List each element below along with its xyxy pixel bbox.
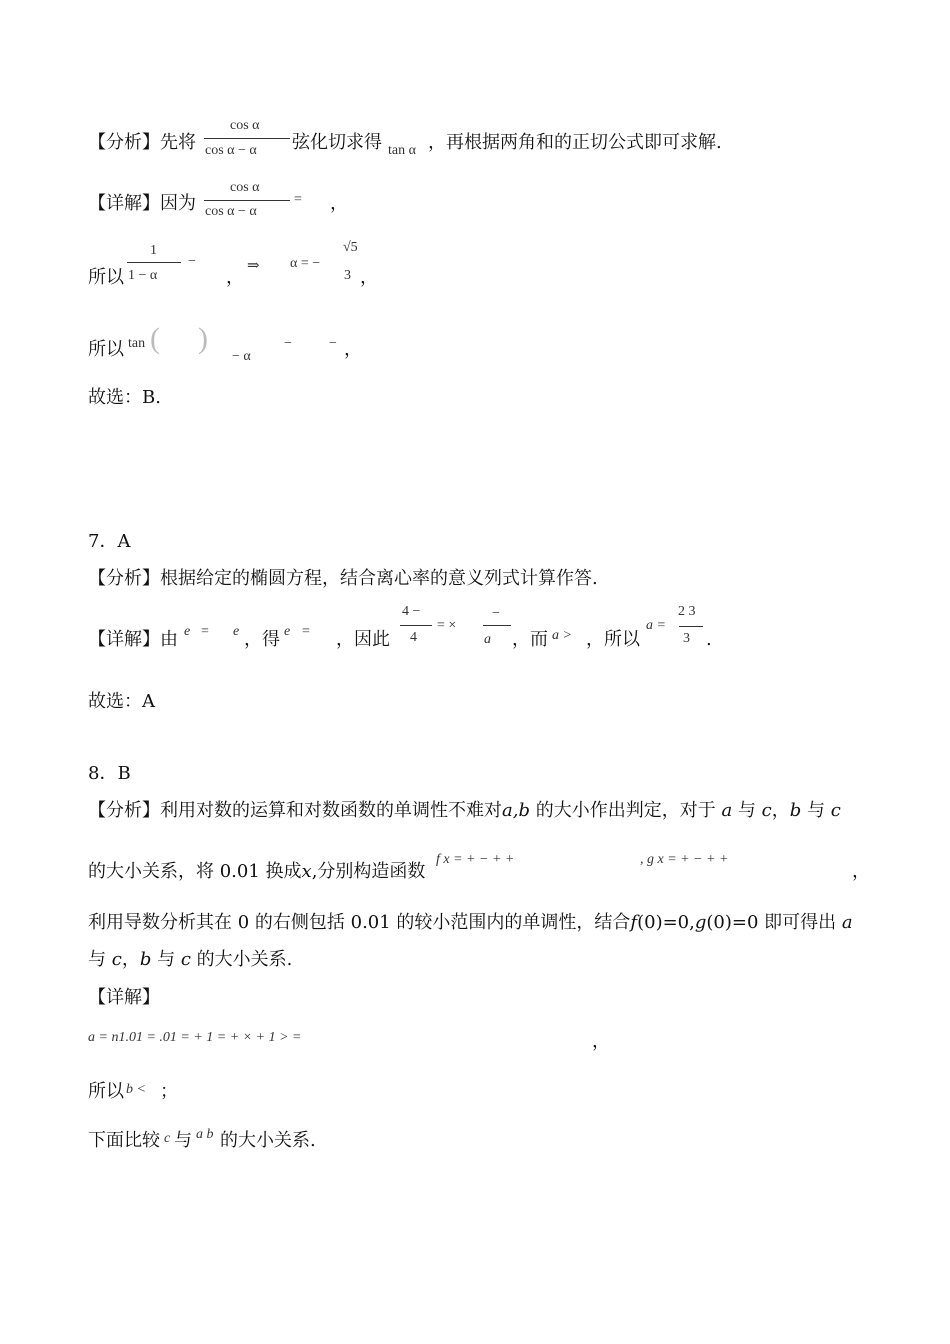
s8-a-expression: a = n1.01 = .01 = + 1 = + × + 1 > = [88, 1030, 302, 1045]
s7-e-2: e [233, 624, 240, 639]
s7-period: . [706, 629, 712, 650]
s7-e-1: e [184, 624, 191, 639]
s8-so-semicolon: ； [160, 1081, 178, 1102]
s7-result-den: 3 [683, 631, 690, 646]
s8-l4-b: ， [121, 949, 140, 970]
s8-compare-ab: a b [196, 1127, 214, 1142]
s7-frac-bar [400, 625, 432, 626]
s6-right-paren: ) [198, 322, 208, 355]
s6-so-end-2: ， [344, 339, 362, 360]
s7-bar-minus: − [492, 606, 500, 621]
s8-l1-cvar2: c [830, 800, 841, 821]
s6-analysis-mid: 弦化切求得 [292, 132, 382, 153]
s6-analysis-frac-num: cos α [230, 118, 260, 133]
s8-compare-suffix: 的大小关系. [220, 1130, 316, 1151]
s6-sqrt-den: 3 [344, 268, 351, 283]
s6-detail-frac-den: cos α − α [205, 204, 257, 219]
s6-detail-frac-num: cos α [230, 180, 260, 195]
s6-tan-label: tan [128, 336, 146, 351]
s6-implies-arrow: ⇒ [247, 258, 260, 274]
s8-l1-a: 【分析】利用对数的运算和对数函数的单调性不难对 [88, 800, 502, 821]
s8-l4-d: 的大小关系. [196, 949, 293, 970]
s8-analysis-line-1 [88, 799, 841, 823]
s8-l4-bvar: b [139, 949, 152, 970]
s6-detail-frac-bar [204, 200, 290, 201]
s6-answer: 故选：B. [88, 387, 161, 408]
s8-l1-cvar: c [761, 800, 772, 821]
s6-so-comma: ， [226, 267, 244, 288]
s8-l1-ab: a,b [502, 800, 530, 821]
s8-l2-x: x [301, 861, 312, 882]
s7-answer: 故选：A [88, 691, 155, 712]
s6-so-frac-bar [127, 262, 181, 263]
s8-compare-c: c [164, 1131, 171, 1146]
s8-l3-avar: a [841, 912, 853, 933]
s8-l1-d: ， [771, 800, 790, 821]
s6-detail-prefix: 【详解】因为 [88, 193, 196, 214]
s6-so-prefix-1: 所以 [88, 267, 124, 288]
s8-g-def: , g x = + − + + [640, 852, 729, 867]
s8-so-prefix: 所以 [88, 1081, 124, 1102]
s8-l3-c: (0)=0 即可得出 [706, 912, 837, 933]
s6-analysis-tan: tan α [388, 143, 416, 158]
s8-analysis-line-3 [88, 911, 853, 935]
s8-heading: 8．B [88, 763, 131, 784]
s6-so-frac-den: 1 − α [128, 268, 158, 283]
s7-therefore: ，因此 [336, 629, 390, 650]
s7-while: ，而 [512, 629, 548, 650]
s6-alpha-eq: α = − [290, 256, 321, 271]
s6-tan-minus-2: − [329, 336, 337, 351]
s7-eq-1: = [201, 624, 209, 639]
s7-analysis: 【分析】根据给定的椭圆方程，结合离心率的意义列式计算作答. [88, 568, 598, 589]
s7-frac-bar-2 [483, 625, 511, 626]
s7-got: ，得 [244, 629, 280, 650]
s8-a-expression-end: ， [592, 1031, 610, 1052]
s8-l3-a: 利用导数分析其在 0 的右侧包括 0.01 的较小范围内的单调性，结合 [88, 912, 631, 933]
s6-tan-minus-1: − [284, 336, 292, 351]
s6-so-prefix-2: 所以 [88, 339, 124, 360]
s6-so-frac-num: 1 [150, 243, 157, 258]
s7-so: ，所以 [586, 629, 640, 650]
s8-l1-b: 的大小作出判定，对于 [535, 800, 716, 821]
s6-analysis-frac-bar [204, 138, 290, 139]
s6-left-paren: ( [150, 322, 160, 355]
s6-detail-comma: ， [330, 193, 348, 214]
s7-heading: 7．A [88, 531, 131, 552]
s6-analysis-prefix: 【分析】先将 [88, 132, 196, 153]
s8-l3-f: f [630, 912, 638, 933]
s6-so-minus: − [188, 254, 196, 269]
s8-l4-cvar2: c [180, 949, 191, 970]
s8-l2-a: 的大小关系，将 0.01 换成 [88, 861, 302, 882]
s7-detail-prefix: 【详解】由 [88, 629, 178, 650]
s6-tan-den: − α [232, 349, 251, 364]
s8-l4-c: 与 [157, 949, 176, 970]
s7-result-bar [679, 626, 703, 627]
s7-a-eq: a = [646, 618, 666, 633]
s8-l1-e: 与 [807, 800, 826, 821]
s8-l3-g: g [694, 912, 707, 933]
s8-l3-b: (0)=0, [637, 912, 695, 933]
s7-frac-den: 4 [410, 630, 417, 645]
s8-l1-c: 与 [737, 800, 756, 821]
s7-eq-2: = [302, 624, 310, 639]
s7-frac-num: 4 − [402, 604, 421, 619]
s8-l1-avar: a [721, 800, 733, 821]
s7-a: a [484, 632, 491, 647]
s8-l4-cvar: c [111, 949, 122, 970]
s8-compare-prefix: 下面比较 [88, 1130, 160, 1151]
s7-result-num: 2 3 [678, 604, 696, 619]
s8-b-lt: b < [126, 1082, 146, 1097]
s8-l1-bvar: b [789, 800, 802, 821]
s7-e-3: e [284, 624, 291, 639]
s8-f-def: f x = + − + + [436, 852, 515, 867]
s8-compare-with: 与 [174, 1130, 192, 1151]
s8-l4-a: 与 [88, 949, 106, 970]
s8-l2-end: ， [852, 861, 870, 882]
s8-l2-b: ,分别构造函数 [311, 861, 426, 882]
s7-eq-times: = × [437, 618, 457, 633]
s6-analysis-frac-den: cos α − α [205, 143, 257, 158]
s7-a-gt: a > [552, 628, 572, 643]
s6-analysis-suffix: ，再根据两角和的正切公式即可求解. [428, 132, 722, 153]
s8-analysis-line-4 [88, 948, 292, 972]
s8-detail-heading: 【详解】 [88, 987, 160, 1008]
s6-so-end-1: ， [360, 267, 378, 288]
s6-sqrt-num: √5 [343, 240, 358, 255]
s6-detail-eq: = [294, 192, 302, 207]
